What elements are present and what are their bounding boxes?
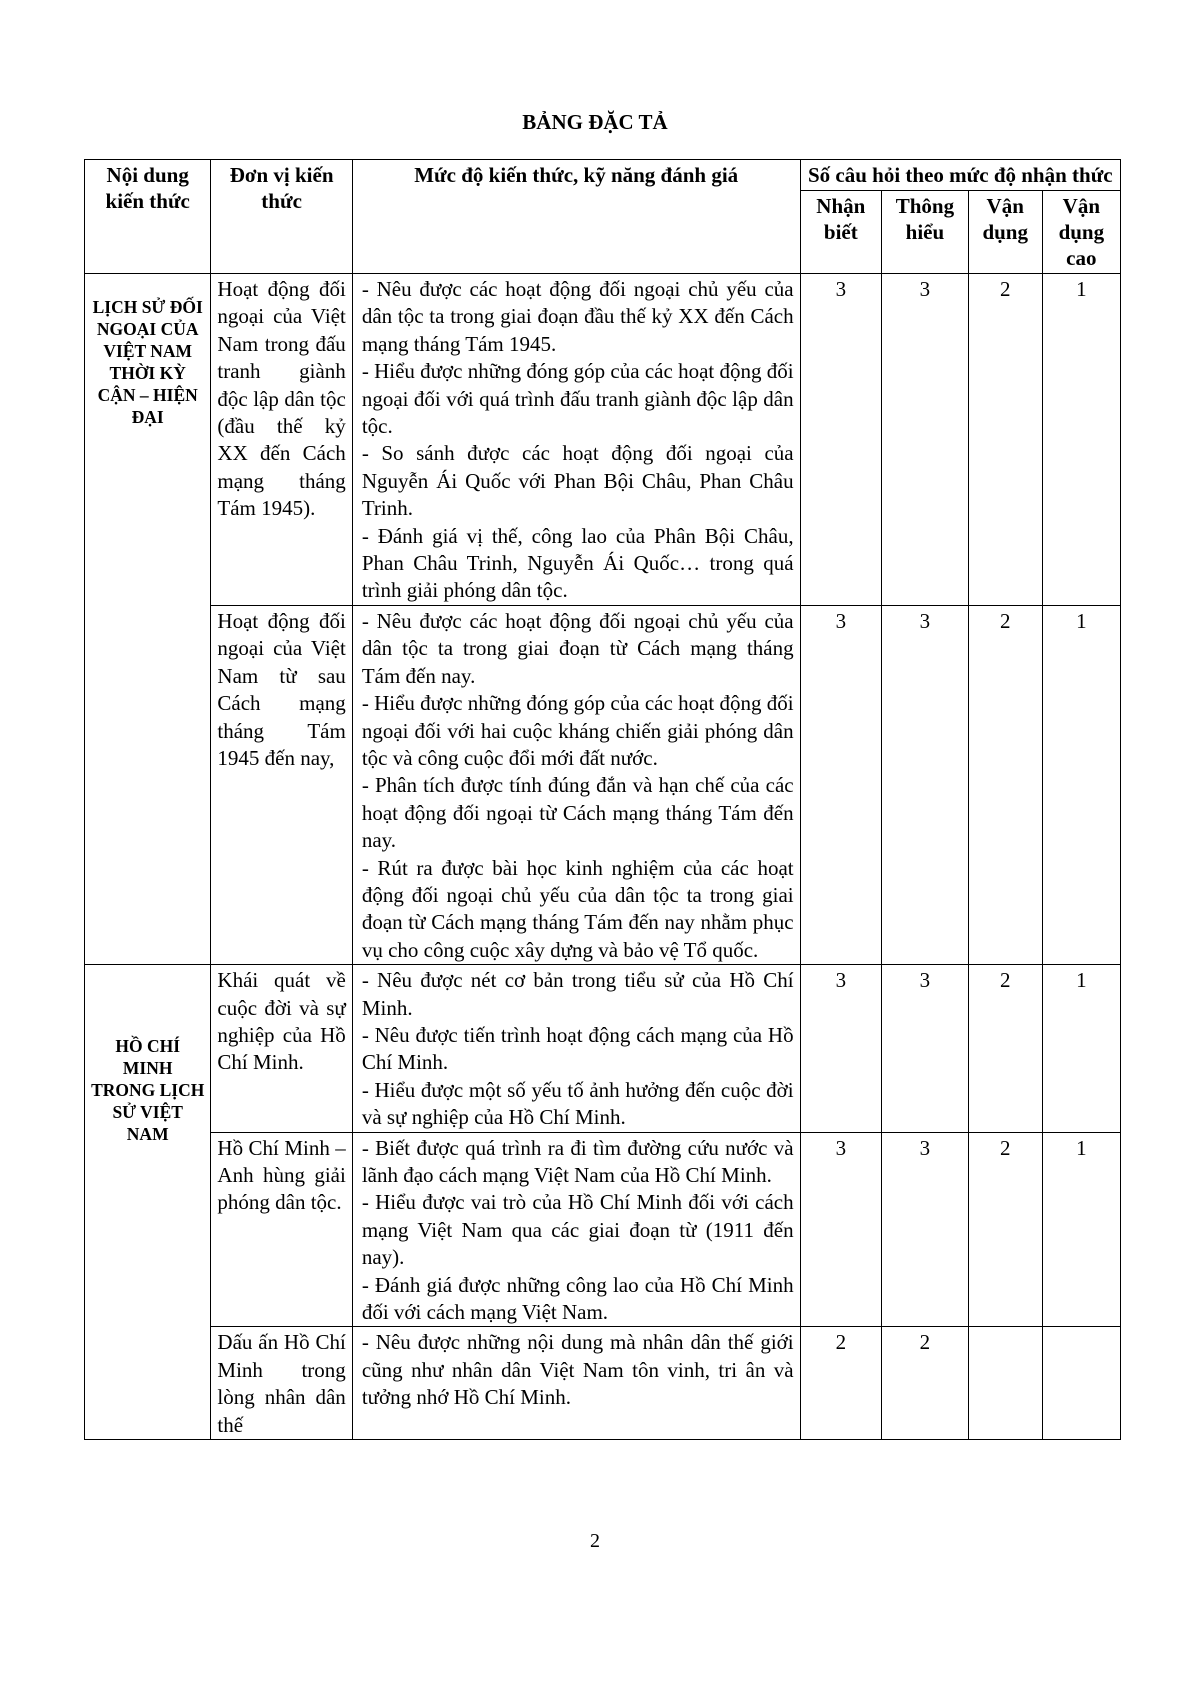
count-understand: 3: [882, 965, 969, 1132]
document-title: BẢNG ĐẶC TẢ: [522, 110, 668, 134]
header-recognize: Nhận biết: [800, 191, 881, 274]
unit-cell: Hồ Chí Minh – Anh hùng giải phóng dân tộc.: [211, 1132, 352, 1327]
description-line: - Đánh giá vị thế, công lao của Phân Bội Châu, Phan Châu Trinh, Nguyễn Ái Quốc… trong quá trình giải phóng dân tộc.: [361, 523, 794, 603]
specification-table: [84, 159, 1121, 1440]
count-apply: 2: [968, 605, 1042, 964]
header-apply-high: Vận dụng cao: [1042, 191, 1120, 274]
description-line: - Rút ra được bài học kinh nghiệm của các hoạt động đối ngoại chủ yếu của dân tộc ta trong giai đoạn từ Cách mạng tháng Tám đến nay nhằm phục vụ cho công cuộc xây dựng và bảo vệ Tổ quốc.: [361, 855, 794, 962]
count-understand: 2: [882, 1327, 969, 1440]
unit-cell: Dấu ấn Hồ Chí Minh trong lòng nhân dân thế: [211, 1327, 352, 1440]
count-apply: 2: [968, 965, 1042, 1132]
count-understand: 3: [882, 605, 969, 964]
description-line: - Nêu được nét cơ bản trong tiểu sử của Hồ Chí Minh.: [361, 968, 794, 1020]
unit-cell: Hoạt động đối ngoại của Việt Nam trong đấu tranh giành độc lập dân tộc (đầu thế kỷ XX đến Cách mạng tháng Tám 1945).: [211, 274, 352, 606]
level-description: [352, 274, 800, 606]
table-row: [85, 274, 1121, 606]
level-description: [352, 1327, 800, 1440]
description-line: - Biết được quá trình ra đi tìm đường cứu nước và lãnh đạo cách mạng Việt Nam của Hồ Chí Minh.: [361, 1135, 794, 1187]
count-apply-high: 1: [1042, 605, 1120, 964]
count-apply-high: 1: [1042, 965, 1120, 1132]
count-recognize: 3: [800, 1132, 881, 1327]
header-topic: Nội dung kiến thức: [85, 160, 211, 274]
count-apply-high: 1: [1042, 274, 1120, 606]
header-level: Mức độ kiến thức, kỹ năng đánh giá: [352, 160, 800, 274]
description-line: - Hiểu được những đóng góp của các hoạt động đối ngoại đối với hai cuộc kháng chiến giải phóng dân tộc và công cuộc đổi mới đất nước.: [361, 691, 794, 770]
page-number: 2: [590, 1530, 600, 1552]
level-description: [352, 1132, 800, 1327]
description-line: - Phân tích được tính đúng đắn và hạn chế của các hoạt động đối ngoại từ Cách mạng tháng Tám đến nay.: [361, 773, 794, 853]
table-row: [85, 965, 1121, 1132]
description-line: - Nêu được tiến trình hoạt động cách mạng của Hồ Chí Minh.: [361, 1022, 794, 1075]
description-line: - Nêu được các hoạt động đối ngoại chủ yếu của dân tộc ta trong giai đoạn đầu thế kỷ XX đến Cách mạng tháng Tám 1945.: [361, 277, 794, 356]
header-understand: Thông hiểu: [882, 191, 969, 274]
description-line: - Nêu được các hoạt động đối ngoại chủ yếu của dân tộc ta trong giai đoạn từ Cách mạng tháng Tám đến nay.: [361, 608, 794, 688]
description-line: - Đánh giá được những công lao của Hồ Chí Minh đối với cách mạng Việt Nam.: [361, 1272, 794, 1325]
level-description: [352, 605, 800, 964]
description-line: - Hiểu được một số yếu tố ảnh hưởng đến cuộc đời và sự nghiệp của Hồ Chí Minh.: [361, 1077, 794, 1130]
count-apply: 2: [968, 274, 1042, 606]
topic-cell: HỒ CHÍ MINH TRONG LỊCH SỬ VIỆT NAM: [85, 965, 211, 1440]
table-row: [85, 605, 1121, 964]
header-apply: Vận dụng: [968, 191, 1042, 274]
description-line: - So sánh được các hoạt động đối ngoại của Nguyễn Ái Quốc với Phan Bội Châu, Phan Châu Trinh.: [361, 441, 794, 521]
count-recognize: 3: [800, 965, 881, 1132]
count-understand: 3: [882, 1132, 969, 1327]
count-apply: [968, 1327, 1042, 1440]
count-recognize: 2: [800, 1327, 881, 1440]
header-question-count: Số câu hỏi theo mức độ nhận thức: [800, 160, 1120, 191]
count-understand: 3: [882, 274, 969, 606]
header-row-1: [85, 160, 1121, 191]
unit-cell: Hoạt động đối ngoại của Việt Nam từ sau Cách mạng tháng Tám 1945 đến nay,: [211, 605, 352, 964]
count-apply-high: [1042, 1327, 1120, 1440]
count-recognize: 3: [800, 274, 881, 606]
description-line: - Hiểu được vai trò của Hồ Chí Minh đối với cách mạng Việt Nam qua các giai đoạn từ (1911 đến nay).: [361, 1190, 794, 1270]
unit-cell: Khái quát về cuộc đời và sự nghiệp của Hồ Chí Minh.: [211, 965, 352, 1132]
description-line: - Hiểu được những đóng góp của các hoạt động đối ngoại đối với quá trình đấu tranh giành độc lập dân tộc.: [361, 359, 794, 439]
level-description: [352, 965, 800, 1132]
count-apply-high: 1: [1042, 1132, 1120, 1327]
header-unit: Đơn vị kiến thức: [211, 160, 352, 274]
table-row: [85, 1327, 1121, 1440]
topic-cell: LỊCH SỬ ĐỐI NGOẠI CỦA VIỆT NAM THỜI KỲ CẬN – HIỆN ĐẠI: [85, 274, 211, 965]
table-row: [85, 1132, 1121, 1327]
count-apply: 2: [968, 1132, 1042, 1327]
count-recognize: 3: [800, 605, 881, 964]
description-line: - Nêu được những nội dung mà nhân dân thế giới cũng như nhân dân Việt Nam tôn vinh, tri ân và tưởng nhớ Hồ Chí Minh.: [361, 1330, 794, 1410]
